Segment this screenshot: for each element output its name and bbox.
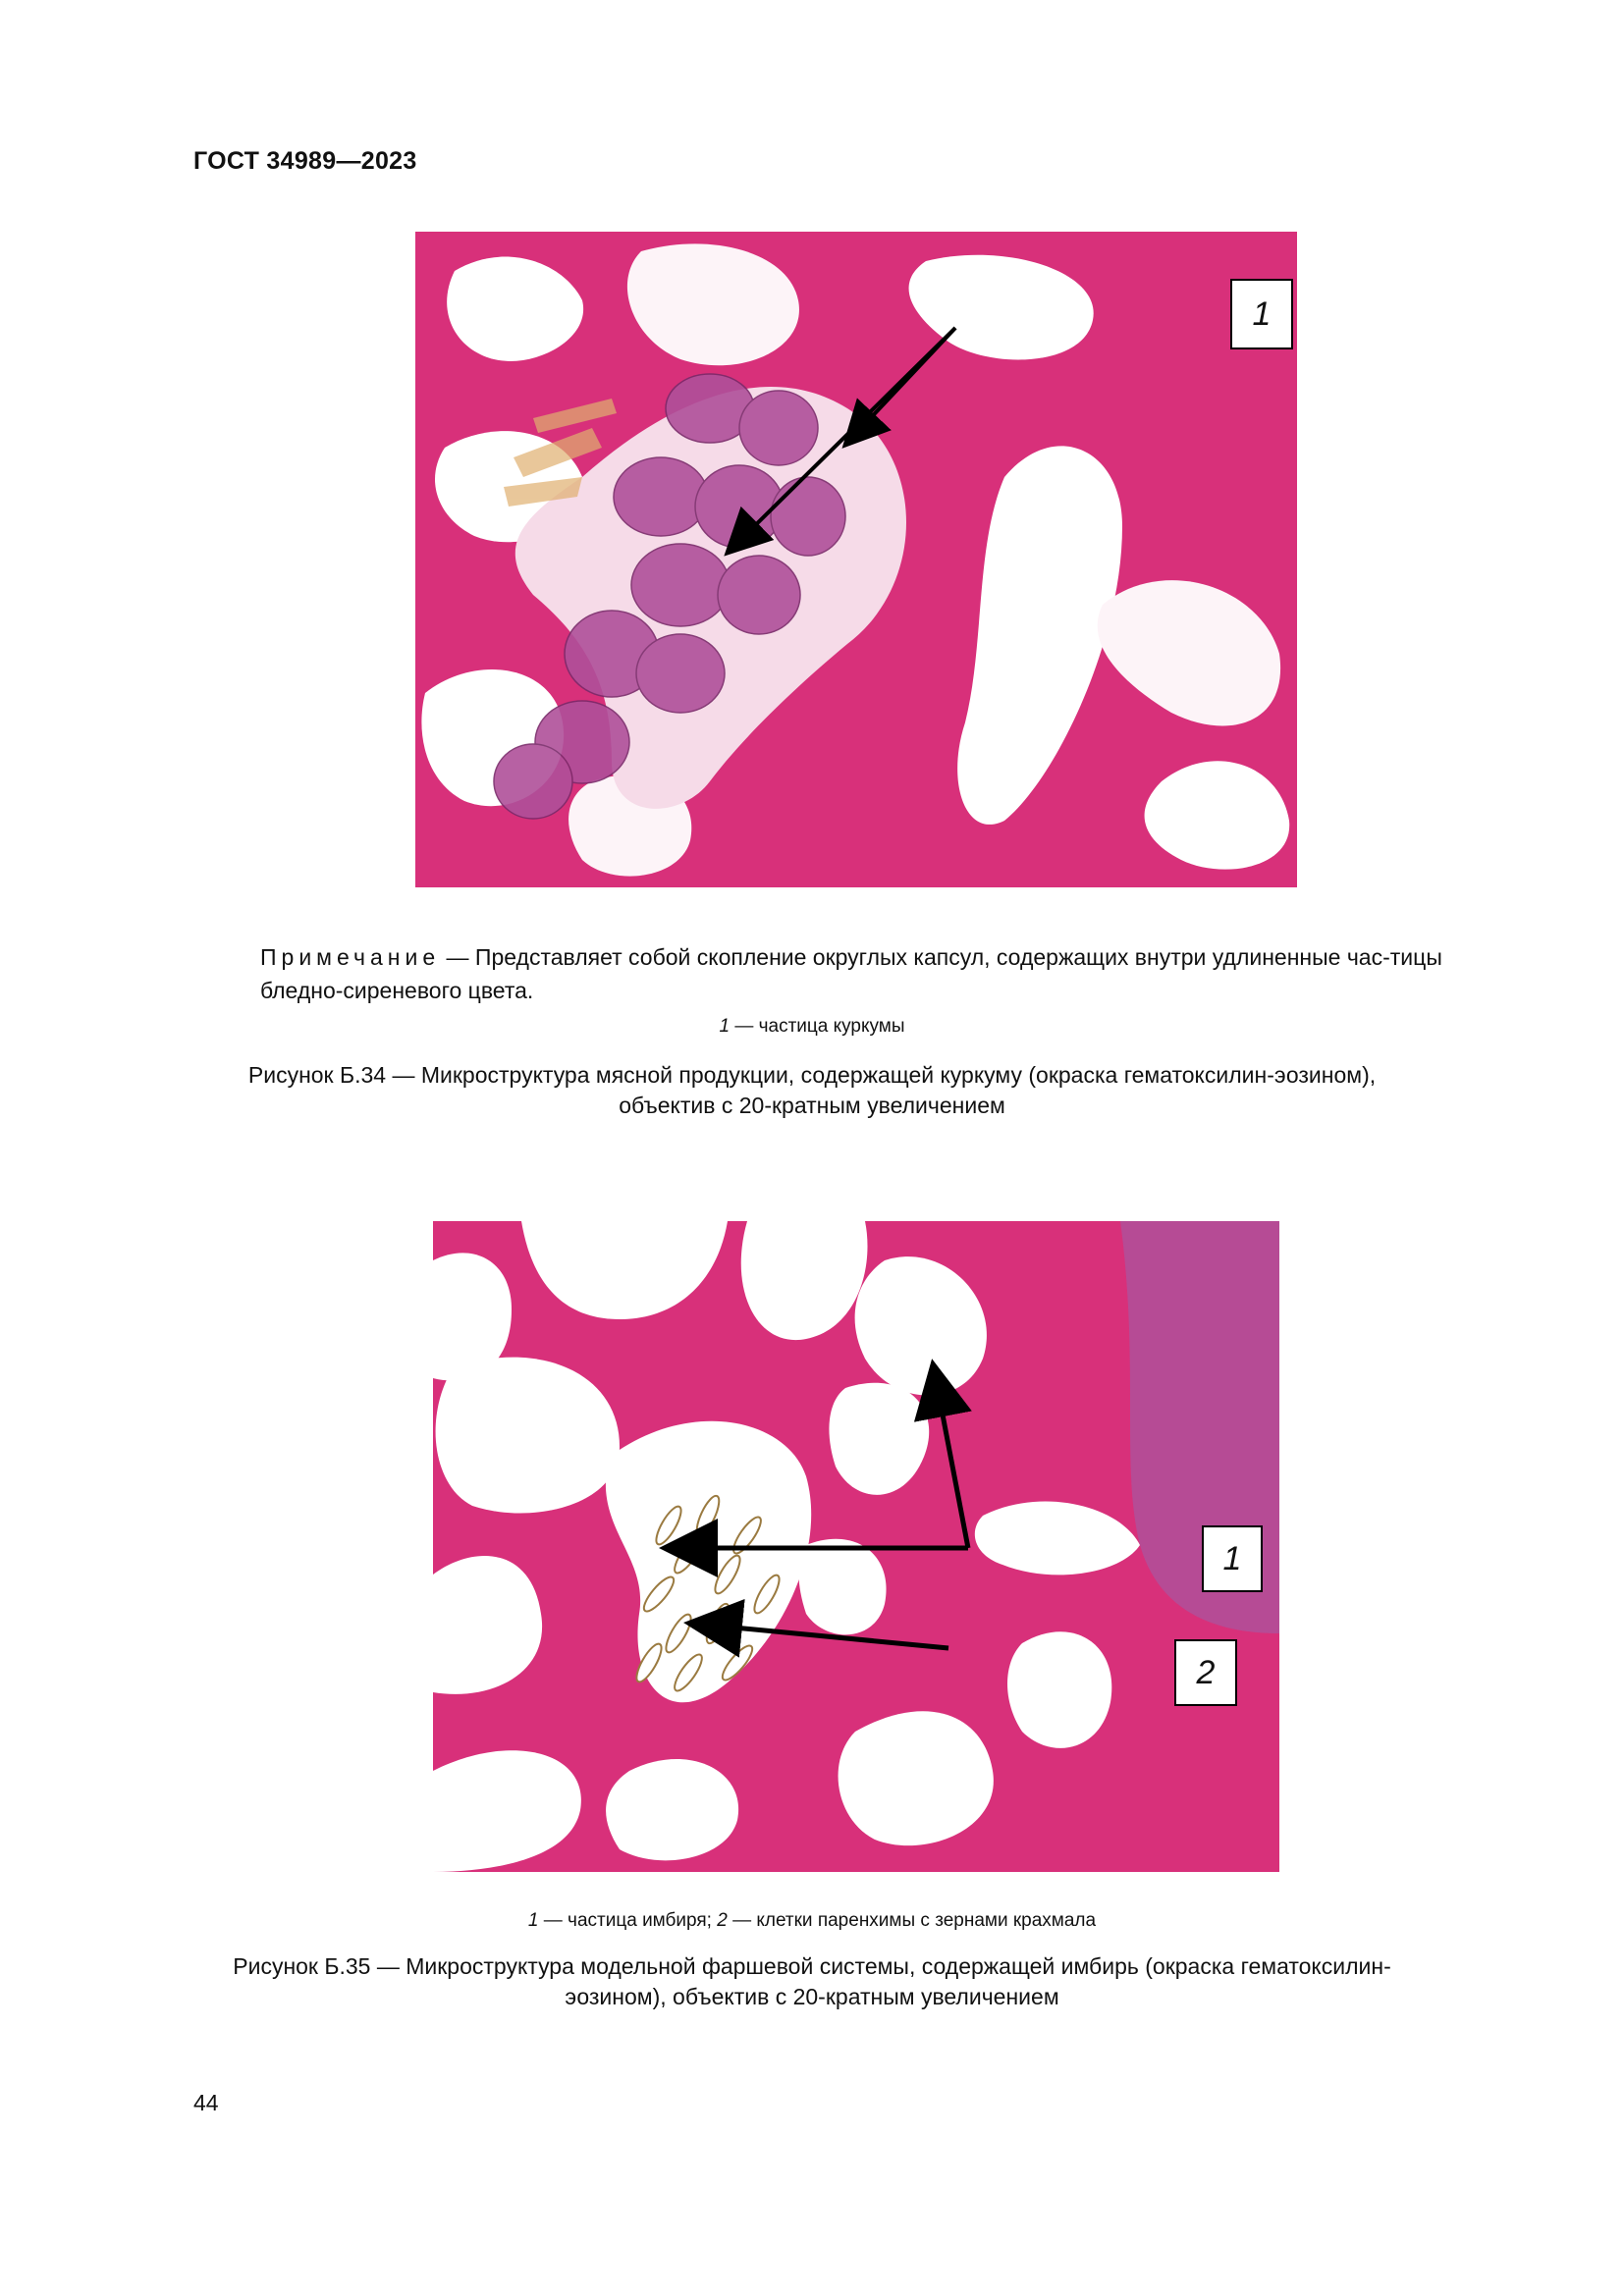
page-number: 44 [193,2090,219,2115]
note-text: — Представляет собой скопление округлых капсул, содержащих внутри удлиненные час-тицы бледно-сиреневого цвета. [260,944,1442,1003]
figure-legend [0,1016,1624,1038]
legend-number: 1 [527,1910,539,1931]
micrograph-turmeric-image [415,232,1297,887]
figure-caption [0,1060,1624,1121]
micrograph-ginger [433,1221,1279,1872]
caption-line: эозином), объектив с 20-кратным увеличением [565,1984,1059,2009]
figure-legend [0,1910,1624,1932]
note-label: Примечание [260,944,441,970]
legend-text: — частица куркумы [730,1016,905,1037]
legend-text: — клетки паренхимы с зернами крахмала [727,1910,1097,1931]
micrograph-turmeric [415,232,1297,887]
micrograph-ginger-image [433,1221,1279,1872]
caption-line: объектив с 20-кратным увеличением [619,1093,1005,1118]
caption-line: Рисунок Б.35 — Микроструктура модельной фаршевой системы, содержащей имбирь (окраска гематоксилин- [233,1953,1391,1979]
callout-label-1: 1 [1202,1525,1263,1592]
figure-note [193,940,1519,1007]
legend-number: 1 [719,1016,731,1037]
figure-caption [0,1951,1624,2012]
legend-number: 2 [717,1910,728,1931]
legend-text: — частица имбиря; [538,1910,718,1931]
callout-label-2: 2 [1174,1639,1237,1706]
caption-line: Рисунок Б.34 — Микроструктура мясной продукции, содержащей куркуму (окраска гематоксилин-эозином), [247,1062,1377,1088]
callout-label-1: 1 [1230,279,1293,349]
document-header: ГОСТ 34989—2023 [193,147,417,175]
